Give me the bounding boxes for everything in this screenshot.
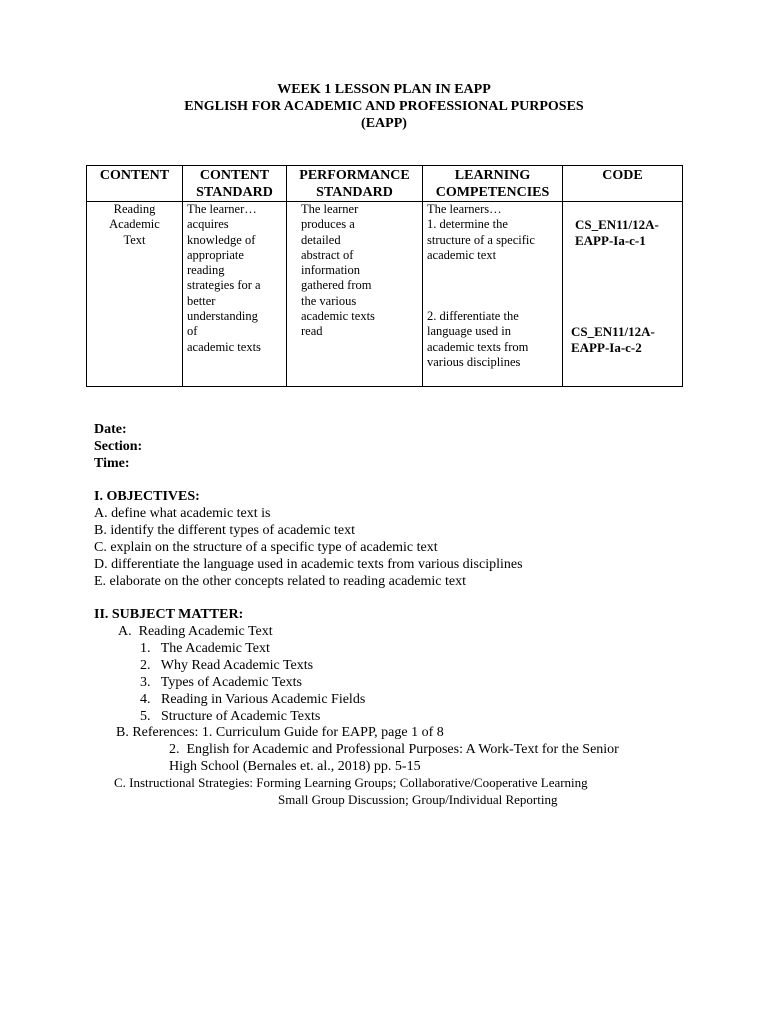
objective-e: E. elaborate on the other concepts related to reading academic text — [94, 574, 466, 589]
cell-content-standard: The learner… acquires knowledge of appropriate reading strategies for a better understanding of academic texts — [183, 202, 287, 387]
topic-4: 4. Reading in Various Academic Fields — [140, 692, 366, 707]
cell-code — [563, 202, 683, 387]
header-content: CONTENT — [87, 166, 183, 202]
objective-a: A. define what academic text is — [94, 506, 271, 521]
table-header-row — [87, 166, 683, 202]
lesson-plan-table — [86, 165, 683, 387]
objective-b: B. identify the different types of academic text — [94, 523, 355, 538]
topic-5: 5. Structure of Academic Texts — [140, 709, 321, 724]
code-2: CS_EN11/12A- EAPP-Ia-c-2 — [571, 324, 655, 355]
time-label: Time: — [94, 456, 130, 471]
header-learning-competencies: LEARNING COMPETENCIES — [423, 166, 563, 202]
cell-performance-standard: The learner produces a detailed abstract of information gathered from the various academic texts read — [287, 202, 423, 387]
objective-d: D. differentiate the language used in academic texts from various disciplines — [94, 557, 523, 572]
topic-2: 2. Why Read Academic Texts — [140, 658, 314, 673]
table-row — [87, 202, 683, 387]
header-performance-standard: PERFORMANCE STANDARD — [287, 166, 423, 202]
header-code: CODE — [563, 166, 683, 202]
cell-content: Reading Academic Text — [87, 202, 183, 387]
doc-title-line-2: ENGLISH FOR ACADEMIC AND PROFESSIONAL PURPOSES — [184, 99, 584, 114]
header-content-standard: CONTENT STANDARD — [183, 166, 287, 202]
references-2: 2. English for Academic and Professional Purposes: A Work-Text for the Senior — [169, 742, 619, 757]
topic-1: 1. The Academic Text — [140, 641, 270, 656]
section-label: Section: — [94, 439, 143, 454]
objectives-heading: I. OBJECTIVES: — [94, 489, 200, 504]
strategies-2: Small Group Discussion; Group/Individual Reporting — [278, 792, 558, 807]
doc-title-line-1: WEEK 1 LESSON PLAN IN EAPP — [277, 82, 491, 97]
subject-matter-heading: II. SUBJECT MATTER: — [94, 607, 244, 622]
code-1: CS_EN11/12A- EAPP-Ia-c-1 — [575, 217, 659, 248]
references-2-cont: High School (Bernales et. al., 2018) pp. 5-15 — [169, 759, 421, 774]
cell-learning-competencies: The learners… 1. determine the structure of a specific academic text 2. differentiate the language used in academic texts from various disciplines — [423, 202, 563, 387]
objective-c: C. explain on the structure of a specific type of academic text — [94, 540, 438, 555]
strategies-1: C. Instructional Strategies: Forming Learning Groups; Collaborative/Cooperative Learning — [114, 775, 588, 790]
date-label: Date: — [94, 422, 127, 437]
subject-matter-a: A. Reading Academic Text — [118, 624, 273, 639]
topic-3: 3. Types of Academic Texts — [140, 675, 302, 690]
references-1: B. References: 1. Curriculum Guide for EAPP, page 1 of 8 — [116, 725, 444, 740]
doc-title-line-3: (EAPP) — [361, 116, 407, 131]
